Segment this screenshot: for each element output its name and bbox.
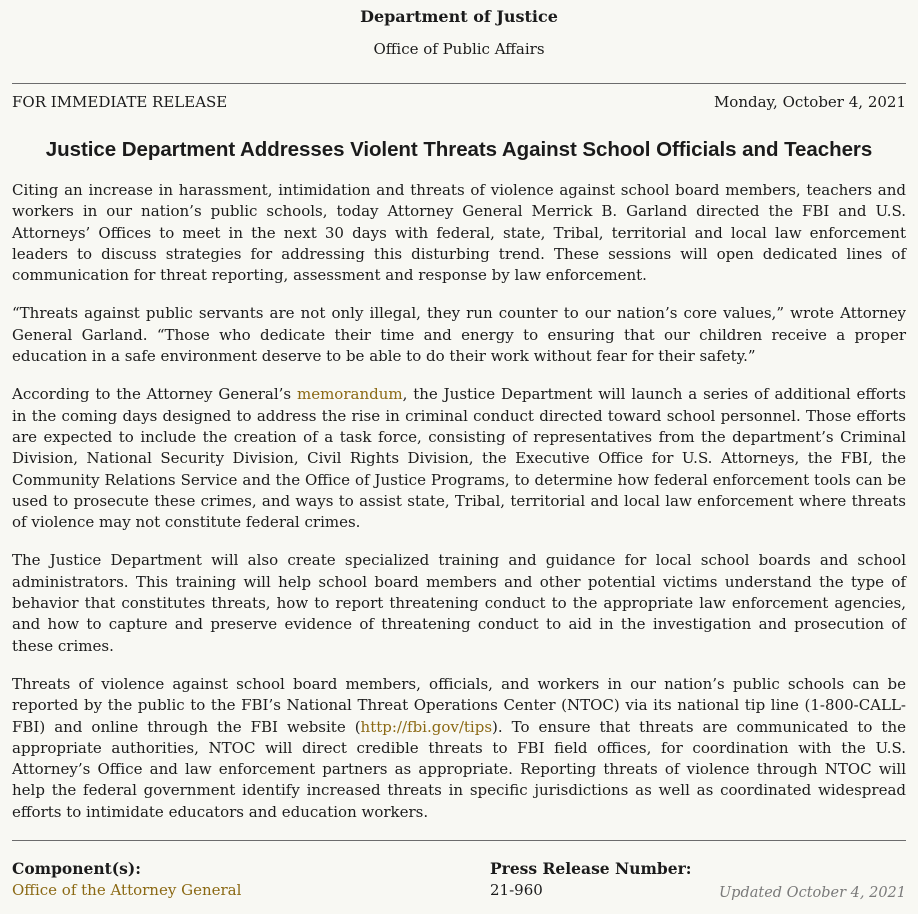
- paragraph-3-text-before: According to the Attorney General’s: [12, 385, 297, 404]
- department-name: Department of Justice: [360, 7, 558, 26]
- press-release-page: [12, 0, 906, 903]
- release-info-row: [12, 84, 906, 115]
- press-release-title: Justice Department Addresses Violent Threats Against School Officials and Teachers: [45, 138, 873, 161]
- component-section: [12, 859, 490, 903]
- paragraph-4: The Justice Department will also create specialized training and guidance for local school boards and school administrators. This training will help school board members and other potential victims understand the type of behavior that constitutes threats, how to report threatening conduct to the appropriate law enforcement agencies, and how to capture and preserve evidence of threatening conduct to aid in the investigation and prosecution of these crimes.: [12, 551, 906, 655]
- paragraph-5: [12, 674, 906, 823]
- release-status: FOR IMMEDIATE RELEASE: [12, 93, 228, 111]
- component-value-wrapper: [12, 881, 490, 903]
- paragraph-5-text-before: Threats of violence against school board members, officials, and workers in our nation’s public schools can be reported by the public to the FBI’s National Threat Operations Center (NTOC) via its national tip line (1-800-CALL-FBI) and online through the FBI website (: [12, 674, 906, 736]
- paragraph-3: [12, 384, 906, 533]
- paragraph-5-text-after: ). To ensure that threats are communicated to the appropriate authorities, NTOC will direct credible threats to FBI field offices, for coordination with the U.S. Attorney’s Office and law enforcement partners as appropriate. Reporting threats of violence through NTOC will help the federal government identify increased threats in specific jurisdictions as well as coordinated widespread efforts to intimidate educators and education workers.: [12, 717, 906, 821]
- article-body: [12, 180, 906, 823]
- press-release-number-label: Press Release Number:: [490, 859, 692, 879]
- paragraph-2: “Threats against public servants are not only illegal, they run counter to our nation’s core values,” wrote Attorney General Garland. “Those who dedicate their time and energy to ensuring that our children receive a proper education in a safe environment deserve to be able to do their work without fear for their safety.”: [12, 304, 906, 366]
- release-date: Monday, October 4, 2021: [713, 93, 906, 111]
- press-release-number-value: 21-960: [490, 881, 543, 900]
- component-link[interactable]: Office of the Attorney General: [12, 881, 242, 900]
- memorandum-link[interactable]: memorandum: [296, 385, 403, 404]
- component-label: Component(s):: [12, 859, 141, 879]
- masthead: [12, 0, 906, 60]
- fbi-tips-link[interactable]: http://fbi.gov/tips: [360, 717, 493, 736]
- updated-date: Updated October 4, 2021: [718, 885, 906, 901]
- paragraph-1: Citing an increase in harassment, intimidation and threats of violence against school board members, teachers and workers in our nation’s public schools, today Attorney General Merrick B. Garland directed the FBI and U.S. Attorneys’ Offices to meet in the next 30 days with federal, state, Tribal, territorial and local law enforcement leaders to discuss strategies for addressing this disturbing trend. These sessions will open dedicated lines of communication for threat reporting, assessment and response by law enforcement.: [12, 181, 906, 285]
- paragraph-3-text-after: , the Justice Department will launch a series of additional efforts in the coming days designed to address the rise in criminal conduct directed toward school personnel. Those efforts are expected to include the creation of a task force, consisting of representatives from the department’s Criminal Division, National Security Division, Civil Rights Division, the Executive Office for U.S. Attorneys, the FBI, the Community Relations Service and the Office of Justice Programs, to determine how federal enforcement tools can be used to prosecute these crimes, and ways to assist state, Tribal, territorial and local law enforcement where threats of violence may not constitute federal crimes.: [12, 385, 906, 532]
- office-name: Office of Public Affairs: [373, 40, 545, 58]
